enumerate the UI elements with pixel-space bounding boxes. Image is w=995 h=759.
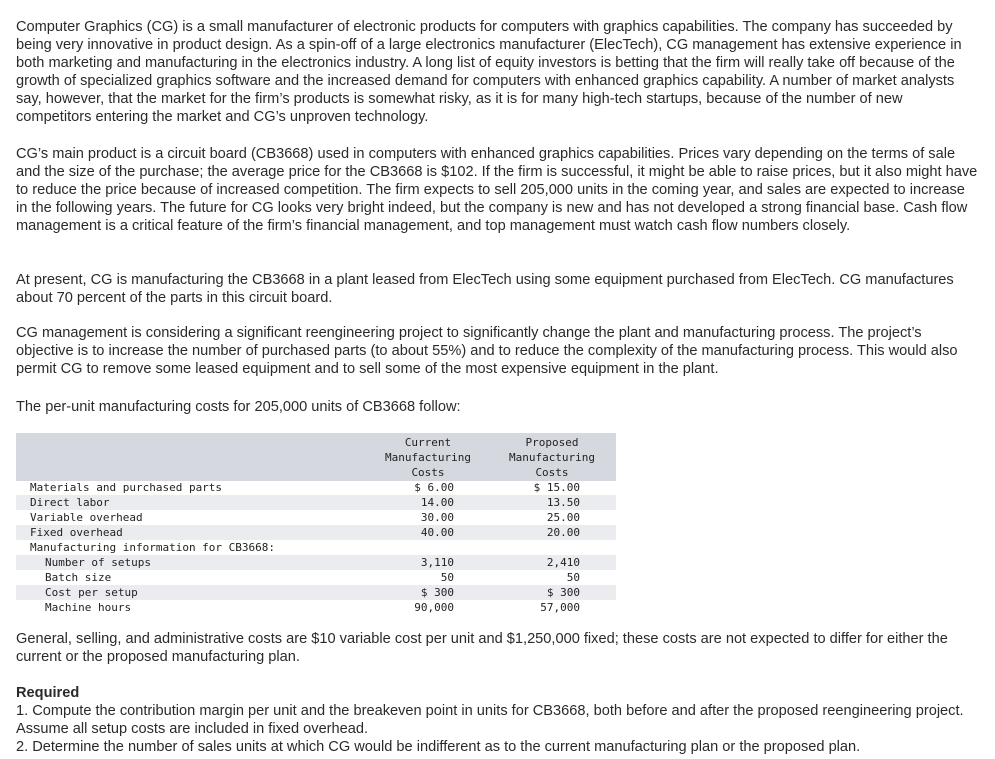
proposed-value: 13.50	[546, 496, 580, 509]
row-label: Machine hours	[45, 601, 132, 614]
proposed-value: 20.00	[546, 526, 580, 539]
proposed-costs-header: Proposed Manufacturing Costs	[508, 436, 596, 479]
table-row	[16, 540, 616, 555]
plant-paragraph: At present, CG is manufacturing the CB3668 in a plant leased from ElecTech using some equipment purchased from ElecTech. CG manufactures about 70 percent of the parts in this circuit board.	[16, 272, 954, 306]
row-label: Variable overhead	[30, 511, 143, 524]
table-row	[16, 570, 616, 585]
current-value: 3,110	[420, 556, 454, 569]
table-row	[16, 510, 616, 525]
required-heading: Required	[16, 685, 80, 701]
proposed-value: 57,000	[540, 601, 580, 614]
row-label: Number of setups	[45, 556, 151, 569]
current-value: 30.00	[420, 511, 454, 524]
proposed-value: $ 300	[546, 586, 580, 599]
current-value: $ 300	[420, 586, 454, 599]
row-label: Materials and purchased parts	[30, 481, 223, 494]
proposed-value: 25.00	[546, 511, 580, 524]
row-label: Manufacturing information for CB3668:	[30, 541, 276, 554]
table-row	[16, 555, 616, 570]
table-row	[16, 585, 616, 600]
current-value: 50	[440, 571, 454, 584]
sga-paragraph: General, selling, and administrative costs are $10 variable cost per unit and $1,250,000 fixed; these costs are not expected to differ for either the current or the proposed manufacturing plan.	[16, 631, 948, 665]
required-item-2: 2. Determine the number of sales units at which CG would be indifferent as to the current manufacturing plan or the proposed plan.	[16, 739, 861, 755]
table-row	[16, 480, 616, 495]
row-label: Batch size	[45, 571, 112, 584]
table-row	[16, 525, 616, 540]
table-row	[16, 495, 616, 510]
current-value: 14.00	[420, 496, 454, 509]
table-intro-paragraph: The per-unit manufacturing costs for 205,000 units of CB3668 follow:	[16, 399, 461, 415]
row-label: Fixed overhead	[30, 526, 123, 539]
proposed-value: 2,410	[546, 556, 580, 569]
cost-table	[16, 433, 616, 613]
row-label: Direct labor	[30, 496, 110, 509]
intro-paragraph: Computer Graphics (CG) is a small manufacturer of electronic products for computers with graphics capabilities. The company has succeeded by being very innovative in product design. As a spin-off of a large electronics manufacturer (ElecTech), CG management has extensive experience in both marketing and manufacturing in the electronics industry. A long list of equity investors is betting that the firm will really take off because of the growth of specialized graphics software and the increased demand for computers with enhanced graphics capability. A number of market analysts say, however, that the market for the firm’s products is somewhat risky, as it is for many high-tech startups, because of the number of new competitors entering the market and CG’s unproven technology.	[16, 19, 962, 125]
current-costs-header: Current Manufacturing Costs	[384, 436, 472, 479]
row-label: Cost per setup	[45, 586, 138, 599]
proposed-value: $ 15.00	[533, 481, 580, 494]
current-value: 40.00	[420, 526, 454, 539]
reengineering-paragraph: CG management is considering a significant reengineering project to significantly change the plant and manufacturing process. The project’s objective is to increase the number of purchased parts (to about 55%) and to reduce the complexity of the manufacturing process. This would also permit CG to remove some leased equipment and to sell some of the most expensive equipment in the plant.	[16, 325, 958, 377]
current-value: 90,000	[414, 601, 454, 614]
table-row	[16, 600, 616, 615]
current-value: $ 6.00	[414, 481, 454, 494]
product-paragraph: CG’s main product is a circuit board (CB3668) used in computers with enhanced graphics capabilities. Prices vary depending on the terms of sale and the size of the purchase; the average price for the CB3668 is $102. If the firm is successful, it might be able to raise prices, but it also might have to reduce the price because of increased competition. The firm expects to sell 205,000 units in the coming year, and sales are expected to increase in the following years. The future for CG looks very bright indeed, but the company is new and has not developed a strong financial base. Cash flow management is a critical feature of the firm’s financial management, and top management must watch cash flow numbers closely.	[16, 146, 978, 234]
required-item-1: 1. Compute the contribution margin per unit and the breakeven point in units for CB3668, both before and after the proposed reengineering project. Assume all setup costs are included in fixed overhead.	[16, 703, 964, 737]
proposed-value: 50	[566, 571, 580, 584]
